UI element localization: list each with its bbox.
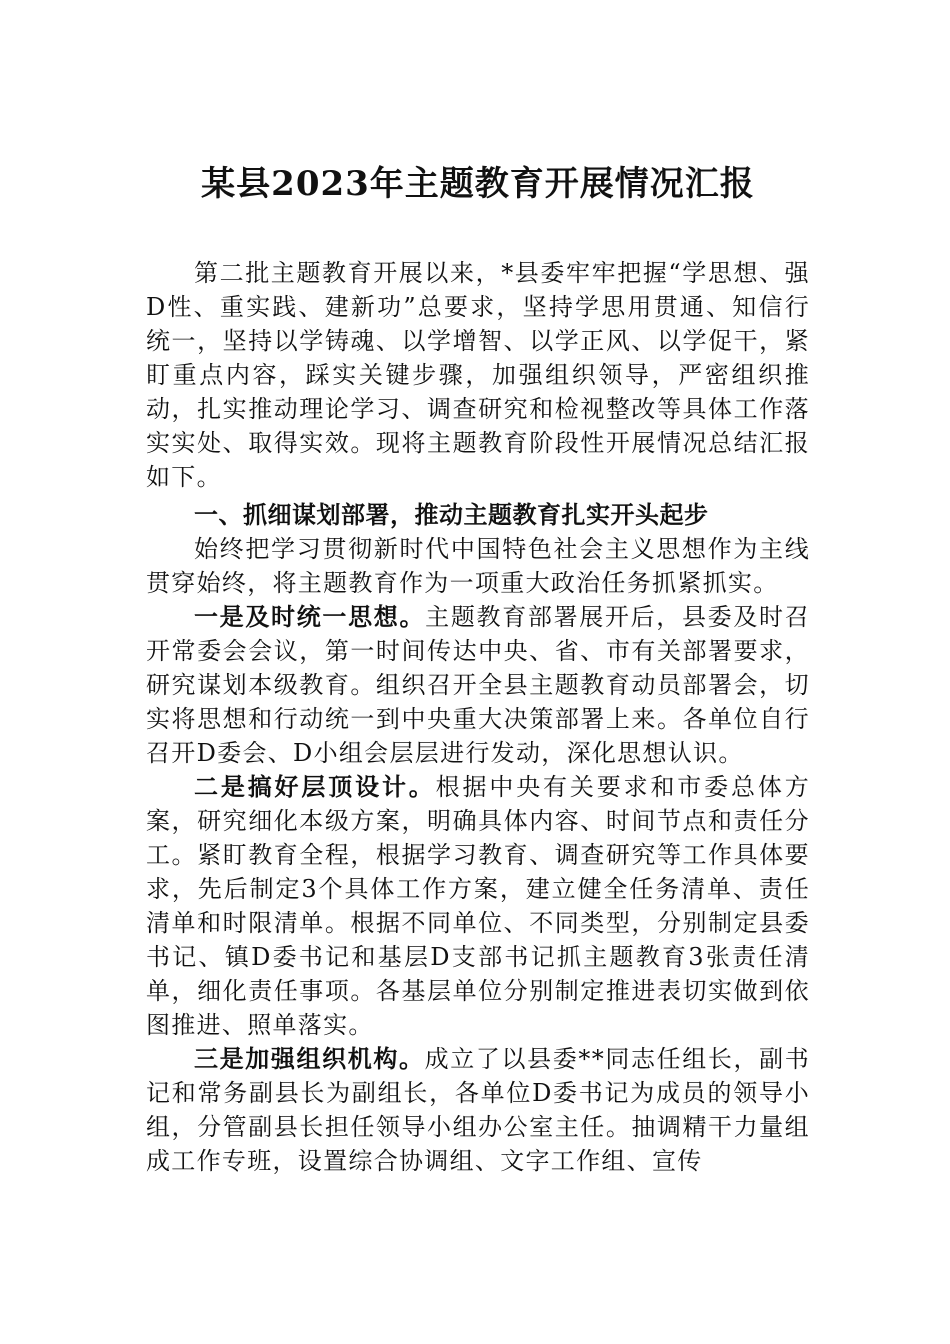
- point-text-1: 主题教育部署展开后，县委及时召开常委会会议，第一时间传达中央、省、市有关部署要求，研究谋划本级教育。组织召开全县主题教育动员部署会，切实将思想和行动统一到中央重大决策部署上来。各单位自行召开D委会、D小组会层层进行发动，深化思想认识。: [146, 603, 811, 767]
- point-paragraph-2: [146, 770, 810, 1042]
- section-heading: 一、抓细谋划部署，推动主题教育扎实开头起步: [194, 501, 709, 529]
- point-lead-2: 二是搞好层顶设计。: [194, 772, 436, 801]
- point-paragraph-1: [146, 600, 810, 770]
- point-lead-3: 三是加强组织机构。: [194, 1044, 425, 1073]
- document-title: 某县2023年主题教育开展情况汇报: [201, 164, 755, 204]
- point-paragraph-3: [146, 1042, 810, 1178]
- point-lead-1: 一是及时统一思想。: [194, 602, 426, 631]
- intro-paragraph: 第二批主题教育开展以来，*县委牢牢把握“学思想、强D性、重实践、建新功”总要求，坚持学思用贯通、知信行统一，坚持以学铸魂、以学增智、以学正风、以学促干，紧盯重点内容，踩实关键步骤，加强组织领导，严密组织推动，扎实推动理论学习、调查研究和检视整改等具体工作落实实处、取得实效。现将主题教育阶段性开展情况总结汇报如下。: [146, 259, 810, 491]
- point-text-3: 成立了以县委**同志任组长，副书记和常务副县长为副组长，各单位D委书记为成员的领导小组，分管副县长担任领导小组办公室主任。抽调精干力量组成工作专班，设置综合协调组、文字工作组、宣传: [146, 1045, 810, 1175]
- point-text-2: 根据中央有关要求和市委总体方案，研究细化本级方案，明确具体内容、时间节点和责任分工。紧盯教育全程，根据学习教育、调查研究等工作具体要求，先后制定3个具体工作方案，建立健全任务清单、责任清单和时限清单。根据不同单位、不同类型，分别制定县委书记、镇D委书记和基层D支部书记抓主题教育3张责任清单，细化责任事项。各基层单位分别制定推进表切实做到依图推进、照单落实。: [146, 773, 811, 1039]
- section-overview-paragraph: 始终把学习贯彻新时代中国特色社会主义思想作为主线贯穿始终，将主题教育作为一项重大政治任务抓紧抓实。: [146, 535, 810, 597]
- document-body: [146, 256, 810, 1178]
